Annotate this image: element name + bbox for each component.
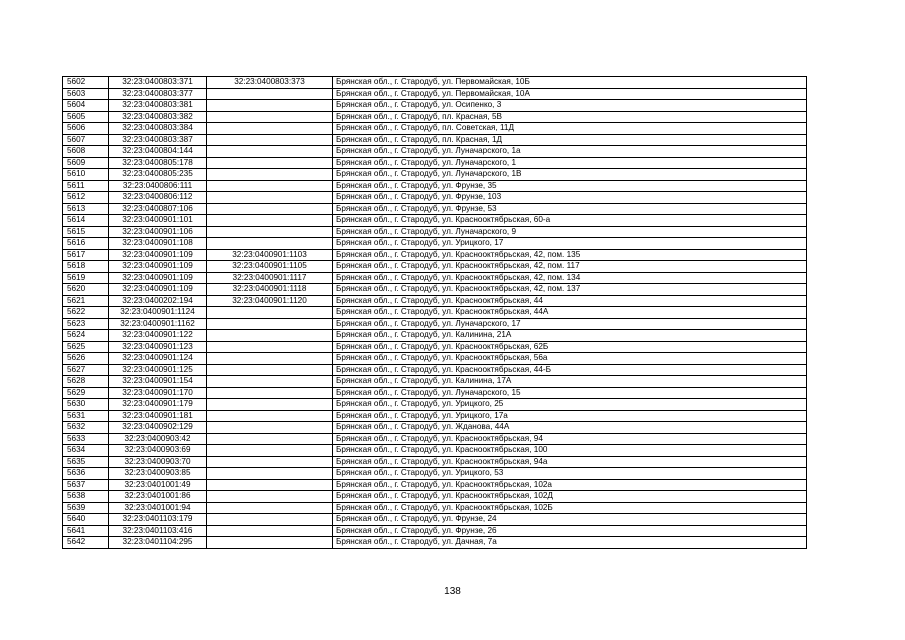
table-row xyxy=(63,514,807,526)
table-row xyxy=(63,364,807,376)
row-number-cell: 5626 xyxy=(63,353,109,365)
related-cadastral-number-cell xyxy=(207,307,333,319)
row-number-cell: 5633 xyxy=(63,433,109,445)
row-number-cell: 5624 xyxy=(63,330,109,342)
address-cell: Брянская обл., г. Стародуб, ул. Краснооктябрьская, 44А xyxy=(333,307,807,319)
row-number-cell: 5605 xyxy=(63,111,109,123)
related-cadastral-number-cell: 32:23:0400901:1118 xyxy=(207,284,333,296)
related-cadastral-number-cell xyxy=(207,341,333,353)
related-cadastral-number-cell xyxy=(207,318,333,330)
address-cell: Брянская обл., г. Стародуб, ул. Краснооктябрьская, 102Д xyxy=(333,491,807,503)
address-cell: Брянская обл., г. Стародуб, ул. Фрунзе, 35 xyxy=(333,180,807,192)
table-row xyxy=(63,307,807,319)
cadastral-number-cell: 32:23:0401104:295 xyxy=(109,537,207,549)
address-cell: Брянская обл., г. Стародуб, ул. Краснооктябрьская, 42, пом. 135 xyxy=(333,249,807,261)
row-number-cell: 5637 xyxy=(63,479,109,491)
table-row xyxy=(63,272,807,284)
table-row xyxy=(63,157,807,169)
address-cell: Брянская обл., г. Стародуб, ул. Калинина, 21А xyxy=(333,330,807,342)
related-cadastral-number-cell xyxy=(207,410,333,422)
address-cell: Брянская обл., г. Стародуб, ул. Луначарского, 1 xyxy=(333,157,807,169)
table-row xyxy=(63,433,807,445)
address-cell: Брянская обл., г. Стародуб, ул. Краснооктябрьская, 44-Б xyxy=(333,364,807,376)
address-cell: Брянская обл., г. Стародуб, ул. Урицкого, 53 xyxy=(333,468,807,480)
row-number-cell: 5641 xyxy=(63,525,109,537)
table-row xyxy=(63,146,807,158)
row-number-cell: 5625 xyxy=(63,341,109,353)
cadastral-number-cell: 32:23:0400901:106 xyxy=(109,226,207,238)
cadastral-number-cell: 32:23:0400901:109 xyxy=(109,249,207,261)
row-number-cell: 5617 xyxy=(63,249,109,261)
cadastral-number-cell: 32:23:0401103:416 xyxy=(109,525,207,537)
cadastral-number-cell: 32:23:0400901:1162 xyxy=(109,318,207,330)
cadastral-number-cell: 32:23:0400803:371 xyxy=(109,77,207,89)
related-cadastral-number-cell: 32:23:0400901:1117 xyxy=(207,272,333,284)
cadastral-number-cell: 32:23:0400901:109 xyxy=(109,272,207,284)
table-row xyxy=(63,100,807,112)
address-cell: Брянская обл., г. Стародуб, ул. Краснооктябрьская, 100 xyxy=(333,445,807,457)
address-cell: Брянская обл., г. Стародуб, ул. Первомайская, 10Б xyxy=(333,77,807,89)
table-row xyxy=(63,353,807,365)
address-cell: Брянская обл., г. Стародуб, ул. Луначарского, 1а xyxy=(333,146,807,158)
row-number-cell: 5604 xyxy=(63,100,109,112)
cadastral-number-cell: 32:23:0400901:1124 xyxy=(109,307,207,319)
related-cadastral-number-cell: 32:23:0400901:1105 xyxy=(207,261,333,273)
table-row xyxy=(63,387,807,399)
address-cell: Брянская обл., г. Стародуб, ул. Урицкого, 25 xyxy=(333,399,807,411)
cadastral-number-cell: 32:23:0401001:86 xyxy=(109,491,207,503)
address-cell: Брянская обл., г. Стародуб, ул. Фрунзе, 26 xyxy=(333,525,807,537)
row-number-cell: 5611 xyxy=(63,180,109,192)
address-cell: Брянская обл., г. Стародуб, ул. Краснооктябрьская, 62Б xyxy=(333,341,807,353)
address-cell: Брянская обл., г. Стародуб, ул. Фрунзе, 53 xyxy=(333,203,807,215)
related-cadastral-number-cell xyxy=(207,537,333,549)
related-cadastral-number-cell: 32:23:0400901:1120 xyxy=(207,295,333,307)
row-number-cell: 5608 xyxy=(63,146,109,158)
row-number-cell: 5623 xyxy=(63,318,109,330)
table-row xyxy=(63,341,807,353)
address-cell: Брянская обл., г. Стародуб, ул. Фрунзе, 103 xyxy=(333,192,807,204)
address-cell: Брянская обл., г. Стародуб, ул. Краснооктябрьская, 102а xyxy=(333,479,807,491)
related-cadastral-number-cell: 32:23:0400901:1103 xyxy=(207,249,333,261)
table-row xyxy=(63,445,807,457)
address-cell: Брянская обл., г. Стародуб, ул. Краснооктябрьская, 42, пом. 134 xyxy=(333,272,807,284)
related-cadastral-number-cell xyxy=(207,353,333,365)
cadastral-number-cell: 32:23:0400807:106 xyxy=(109,203,207,215)
related-cadastral-number-cell xyxy=(207,468,333,480)
related-cadastral-number-cell xyxy=(207,502,333,514)
address-cell: Брянская обл., г. Стародуб, ул. Луначарского, 17 xyxy=(333,318,807,330)
address-cell: Брянская обл., г. Стародуб, ул. Краснооктябрьская, 94а xyxy=(333,456,807,468)
table-row xyxy=(63,502,807,514)
related-cadastral-number-cell xyxy=(207,192,333,204)
related-cadastral-number-cell xyxy=(207,514,333,526)
row-number-cell: 5640 xyxy=(63,514,109,526)
row-number-cell: 5636 xyxy=(63,468,109,480)
cadastral-number-cell: 32:23:0400804:144 xyxy=(109,146,207,158)
cadastral-number-cell: 32:23:0400803:377 xyxy=(109,88,207,100)
row-number-cell: 5635 xyxy=(63,456,109,468)
cadastral-number-cell: 32:23:0400901:101 xyxy=(109,215,207,227)
address-cell: Брянская обл., г. Стародуб, ул. Луначарского, 1В xyxy=(333,169,807,181)
cadastral-number-cell: 32:23:0401001:49 xyxy=(109,479,207,491)
row-number-cell: 5606 xyxy=(63,123,109,135)
row-number-cell: 5634 xyxy=(63,445,109,457)
address-cell: Брянская обл., г. Стародуб, ул. Луначарского, 9 xyxy=(333,226,807,238)
table-row xyxy=(63,203,807,215)
table-row xyxy=(63,215,807,227)
table-row xyxy=(63,192,807,204)
row-number-cell: 5609 xyxy=(63,157,109,169)
cadastral-number-cell: 32:23:0400803:381 xyxy=(109,100,207,112)
table-row xyxy=(63,238,807,250)
related-cadastral-number-cell xyxy=(207,111,333,123)
cadastral-number-cell: 32:23:0400803:382 xyxy=(109,111,207,123)
table-row xyxy=(63,123,807,135)
row-number-cell: 5621 xyxy=(63,295,109,307)
cadastral-number-cell: 32:23:0401103:179 xyxy=(109,514,207,526)
cadastral-number-cell: 32:23:0400901:124 xyxy=(109,353,207,365)
table-row xyxy=(63,525,807,537)
cadastral-number-cell: 32:23:0400903:70 xyxy=(109,456,207,468)
table-row xyxy=(63,249,807,261)
address-cell: Брянская обл., г. Стародуб, ул. Осипенко, 3 xyxy=(333,100,807,112)
address-cell: Брянская обл., г. Стародуб, ул. Калинина, 17А xyxy=(333,376,807,388)
related-cadastral-number-cell xyxy=(207,180,333,192)
address-cell: Брянская обл., г. Стародуб, ул. Краснооктябрьская, 94 xyxy=(333,433,807,445)
related-cadastral-number-cell xyxy=(207,134,333,146)
row-number-cell: 5632 xyxy=(63,422,109,434)
cadastral-number-cell: 32:23:0400901:108 xyxy=(109,238,207,250)
table-row xyxy=(63,77,807,89)
row-number-cell: 5631 xyxy=(63,410,109,422)
address-cell: Брянская обл., г. Стародуб, ул. Жданова, 44А xyxy=(333,422,807,434)
cadastral-number-cell: 32:23:0400806:111 xyxy=(109,180,207,192)
address-cell: Брянская обл., г. Стародуб, ул. Урицкого, 17 xyxy=(333,238,807,250)
registry-table-body xyxy=(63,77,807,549)
row-number-cell: 5603 xyxy=(63,88,109,100)
row-number-cell: 5629 xyxy=(63,387,109,399)
table-row xyxy=(63,111,807,123)
cadastral-number-cell: 32:23:0400901:123 xyxy=(109,341,207,353)
cadastral-number-cell: 32:23:0400202:194 xyxy=(109,295,207,307)
cadastral-number-cell: 32:23:0400903:85 xyxy=(109,468,207,480)
cadastral-number-cell: 32:23:0400901:125 xyxy=(109,364,207,376)
row-number-cell: 5616 xyxy=(63,238,109,250)
table-row xyxy=(63,169,807,181)
row-number-cell: 5614 xyxy=(63,215,109,227)
cadastral-number-cell: 32:23:0400903:69 xyxy=(109,445,207,457)
cadastral-number-cell: 32:23:0400901:181 xyxy=(109,410,207,422)
address-cell: Брянская обл., г. Стародуб, ул. Краснооктябрьская, 44 xyxy=(333,295,807,307)
cadastral-number-cell: 32:23:0400805:178 xyxy=(109,157,207,169)
table-row xyxy=(63,491,807,503)
related-cadastral-number-cell xyxy=(207,157,333,169)
table-row xyxy=(63,479,807,491)
table-row xyxy=(63,537,807,549)
address-cell: Брянская обл., г. Стародуб, ул. Фрунзе, 24 xyxy=(333,514,807,526)
related-cadastral-number-cell: 32:23:0400803:373 xyxy=(207,77,333,89)
cadastral-number-cell: 32:23:0400901:109 xyxy=(109,284,207,296)
page-number: 138 xyxy=(444,586,461,597)
related-cadastral-number-cell xyxy=(207,226,333,238)
related-cadastral-number-cell xyxy=(207,100,333,112)
related-cadastral-number-cell xyxy=(207,399,333,411)
cadastral-number-cell: 32:23:0400803:384 xyxy=(109,123,207,135)
address-cell: Брянская обл., г. Стародуб, ул. Первомайская, 10А xyxy=(333,88,807,100)
table-row xyxy=(63,330,807,342)
cadastral-number-cell: 32:23:0400901:109 xyxy=(109,261,207,273)
address-cell: Брянская обл., г. Стародуб, ул. Урицкого, 17а xyxy=(333,410,807,422)
cadastral-number-cell: 32:23:0400803:387 xyxy=(109,134,207,146)
related-cadastral-number-cell xyxy=(207,330,333,342)
cadastral-number-cell: 32:23:0400903:42 xyxy=(109,433,207,445)
address-cell: Брянская обл., г. Стародуб, пл. Красная, 1Д xyxy=(333,134,807,146)
related-cadastral-number-cell xyxy=(207,433,333,445)
related-cadastral-number-cell xyxy=(207,479,333,491)
table-row xyxy=(63,376,807,388)
address-cell: Брянская обл., г. Стародуб, ул. Луначарского, 15 xyxy=(333,387,807,399)
address-cell: Брянская обл., г. Стародуб, ул. Краснооктябрьская, 56а xyxy=(333,353,807,365)
cadastral-number-cell: 32:23:0400901:154 xyxy=(109,376,207,388)
related-cadastral-number-cell xyxy=(207,146,333,158)
table-row xyxy=(63,134,807,146)
related-cadastral-number-cell xyxy=(207,491,333,503)
related-cadastral-number-cell xyxy=(207,169,333,181)
cadastral-number-cell: 32:23:0400805:235 xyxy=(109,169,207,181)
table-row xyxy=(63,284,807,296)
registry-table xyxy=(62,76,807,549)
related-cadastral-number-cell xyxy=(207,376,333,388)
row-number-cell: 5615 xyxy=(63,226,109,238)
table-row xyxy=(63,180,807,192)
cadastral-number-cell: 32:23:0400901:170 xyxy=(109,387,207,399)
cadastral-number-cell: 32:23:0400901:179 xyxy=(109,399,207,411)
cadastral-number-cell: 32:23:0400806:112 xyxy=(109,192,207,204)
table-row xyxy=(63,456,807,468)
address-cell: Брянская обл., г. Стародуб, ул. Краснооктябрьская, 42, пом. 137 xyxy=(333,284,807,296)
row-number-cell: 5642 xyxy=(63,537,109,549)
row-number-cell: 5612 xyxy=(63,192,109,204)
related-cadastral-number-cell xyxy=(207,387,333,399)
related-cadastral-number-cell xyxy=(207,203,333,215)
related-cadastral-number-cell xyxy=(207,123,333,135)
row-number-cell: 5613 xyxy=(63,203,109,215)
address-cell: Брянская обл., г. Стародуб, пл. Советская, 11Д xyxy=(333,123,807,135)
related-cadastral-number-cell xyxy=(207,445,333,457)
related-cadastral-number-cell xyxy=(207,456,333,468)
related-cadastral-number-cell xyxy=(207,88,333,100)
address-cell: Брянская обл., г. Стародуб, ул. Дачная, 7а xyxy=(333,537,807,549)
row-number-cell: 5620 xyxy=(63,284,109,296)
row-number-cell: 5618 xyxy=(63,261,109,273)
related-cadastral-number-cell xyxy=(207,422,333,434)
table-row xyxy=(63,318,807,330)
table-row xyxy=(63,295,807,307)
related-cadastral-number-cell xyxy=(207,238,333,250)
row-number-cell: 5602 xyxy=(63,77,109,89)
row-number-cell: 5628 xyxy=(63,376,109,388)
row-number-cell: 5638 xyxy=(63,491,109,503)
address-cell: Брянская обл., г. Стародуб, пл. Красная, 5В xyxy=(333,111,807,123)
table-row xyxy=(63,88,807,100)
row-number-cell: 5627 xyxy=(63,364,109,376)
table-row xyxy=(63,468,807,480)
table-row xyxy=(63,399,807,411)
table-row xyxy=(63,410,807,422)
row-number-cell: 5610 xyxy=(63,169,109,181)
address-cell: Брянская обл., г. Стародуб, ул. Краснооктябрьская, 60-а xyxy=(333,215,807,227)
row-number-cell: 5622 xyxy=(63,307,109,319)
table-row xyxy=(63,422,807,434)
related-cadastral-number-cell xyxy=(207,525,333,537)
row-number-cell: 5619 xyxy=(63,272,109,284)
related-cadastral-number-cell xyxy=(207,215,333,227)
table-row xyxy=(63,261,807,273)
cadastral-number-cell: 32:23:0400901:122 xyxy=(109,330,207,342)
table-row xyxy=(63,226,807,238)
address-cell: Брянская обл., г. Стародуб, ул. Краснооктябрьская, 42, пом. 117 xyxy=(333,261,807,273)
cadastral-number-cell: 32:23:0400902:129 xyxy=(109,422,207,434)
row-number-cell: 5630 xyxy=(63,399,109,411)
address-cell: Брянская обл., г. Стародуб, ул. Краснооктябрьская, 102Б xyxy=(333,502,807,514)
cadastral-number-cell: 32:23:0401001:94 xyxy=(109,502,207,514)
row-number-cell: 5607 xyxy=(63,134,109,146)
related-cadastral-number-cell xyxy=(207,364,333,376)
row-number-cell: 5639 xyxy=(63,502,109,514)
